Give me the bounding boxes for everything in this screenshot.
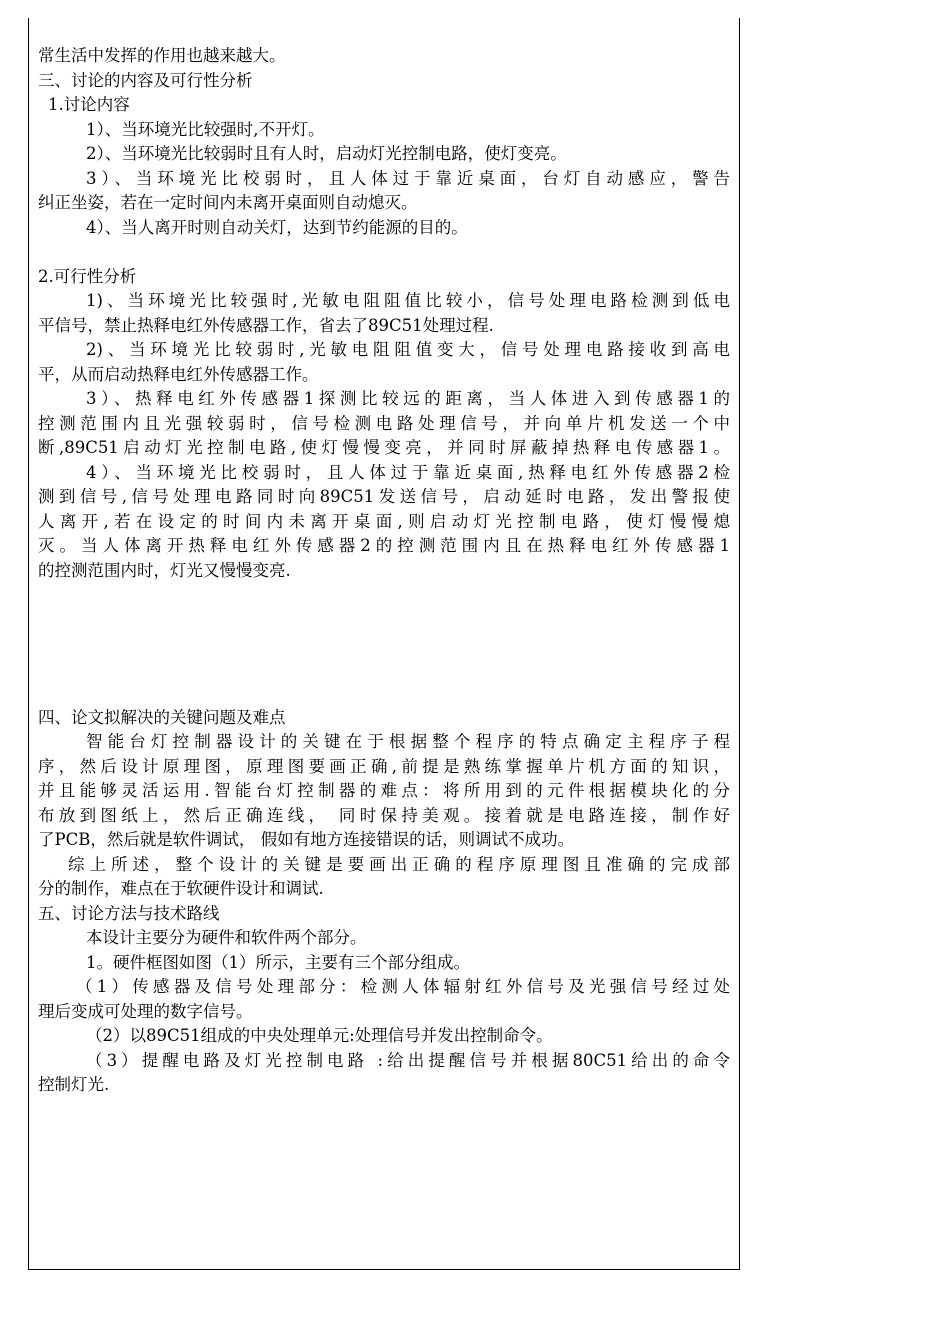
spacer bbox=[38, 608, 730, 633]
document-body bbox=[38, 44, 730, 1098]
feasibility-line: 平信号，禁止热释电红外传感器工作，省去了89C51处理过程. bbox=[38, 315, 494, 335]
key-problems-line: 了PCB，然后就是软件调试， 假如有地方连接错误的话，则调试不成功。 bbox=[38, 830, 575, 849]
method-line: 1。硬件框图如图（1）所示，主要有三个部分组成。 bbox=[86, 952, 470, 972]
spacer bbox=[38, 632, 730, 657]
feasibility-line: 的控测范围内时，灯光又慢慢变亮. bbox=[38, 560, 291, 580]
intro-tail-line: 常生活中发挥的作用也越来越大。 bbox=[38, 46, 286, 65]
key-problems-line: 分的制作，难点在于软硬件设计和调试. bbox=[38, 879, 324, 898]
method-line: 控制灯光. bbox=[38, 1075, 110, 1094]
key-problems-line: 智能台灯控制器设计的关键在于根据整个程序的特点确定主程序子程 bbox=[86, 732, 730, 751]
feasibility-line: 测到信号,信号处理电路同时向89C51发送信号，启动延时电路，发出警报使 bbox=[38, 487, 730, 506]
feasibility-line: 4）、当环境光比校弱时，且人体过于靠近桌面,热释电红外传感器2检 bbox=[86, 462, 730, 482]
discussion-item-1: 1）、当环境光比较强时,不开灯。 bbox=[86, 119, 325, 139]
method-line: 本设计主要分为硬件和软件两个部分。 bbox=[86, 928, 367, 947]
discussion-item-4: 4）、当人离开时则自动关灯，达到节约能源的目的。 bbox=[86, 217, 468, 237]
feasibility-line: 平，从而启动热释电红外传感器工作。 bbox=[38, 364, 319, 384]
section5-heading: 五、讨论方法与技术路线 bbox=[38, 903, 220, 923]
spacer bbox=[38, 657, 730, 682]
feasibility-line: 灭。当人体离开热释电红外传感器2的控测范围内且在热释电红外传感器1 bbox=[38, 536, 730, 555]
section3-sub2-heading: 2.可行性分析 bbox=[38, 266, 137, 286]
feasibility-line: 控测范围内且光强较弱时，信号检测电路处理信号，并向单片机发送一个中 bbox=[38, 413, 730, 433]
feasibility-line: 人离开,若在设定的时间内未离开桌面,则启动灯光控制电路，使灯慢慢熄 bbox=[38, 511, 730, 531]
section4-heading: 四、论文拟解决的关键问题及难点 bbox=[38, 707, 286, 727]
discussion-item-3: 3）、当环境光比校弱时，且人体过于靠近桌面，台灯自动感应，警告 bbox=[86, 168, 730, 188]
method-line: （1）传感器及信号处理部分：检测人体辐射红外信号及光强信号经过处 bbox=[76, 977, 730, 996]
key-problems-line: 序，然后设计原理图，原理图要画正确,前提是熟练掌握单片机方面的知识， bbox=[38, 756, 730, 776]
method-line: 理后变成可处理的数字信号。 bbox=[38, 1001, 253, 1021]
spacer bbox=[38, 240, 730, 265]
method-line: （2）以89C51组成的中央处理单元:处理信号并发出控制命令。 bbox=[86, 1026, 553, 1045]
section3-sub1-heading: 1.讨论内容 bbox=[48, 95, 130, 114]
spacer bbox=[38, 583, 730, 608]
feasibility-line: 断,89C51启动灯光控制电路,使灯慢慢变亮，并同时屏蔽掉热释电传感器1。 bbox=[38, 438, 730, 457]
section3-heading: 三、讨论的内容及可行性分析 bbox=[38, 70, 253, 90]
spacer bbox=[38, 681, 730, 706]
method-line: （3）提醒电路及灯光控制电路 :给出提醒信号并根据80C51给出的命令 bbox=[86, 1050, 730, 1070]
key-problems-line: 布放到图纸上，然后正确连线， 同时保持美观。接着就是电路连接，制作好 bbox=[38, 805, 730, 825]
discussion-item-2: 2）、当环境光比较弱时且有人时，启动灯光控制电路，使灯变亮。 bbox=[86, 144, 567, 163]
feasibility-line: 1)、当环境光比较强时,光敏电阻阻值比较小，信号处理电路检测到低电 bbox=[86, 291, 730, 310]
key-problems-line: 综上所述，整个设计的关键是要画出正确的程序原理图且准确的完成部 bbox=[68, 854, 730, 874]
discussion-item-3-cont: 纠正坐姿，若在一定时间内未离开桌面则自动熄灭。 bbox=[38, 193, 418, 212]
feasibility-line: 2)、当环境光比较弱时,光敏电阻阻值变大，信号处理电路接收到高电 bbox=[86, 340, 730, 359]
key-problems-line: 并且能够灵活运用.智能台灯控制器的难点：将所用到的元件根据模块化的分 bbox=[38, 781, 730, 800]
feasibility-line: 3）、热释电红外传感器1探测比较远的距离，当人体进入到传感器1的 bbox=[86, 389, 730, 408]
